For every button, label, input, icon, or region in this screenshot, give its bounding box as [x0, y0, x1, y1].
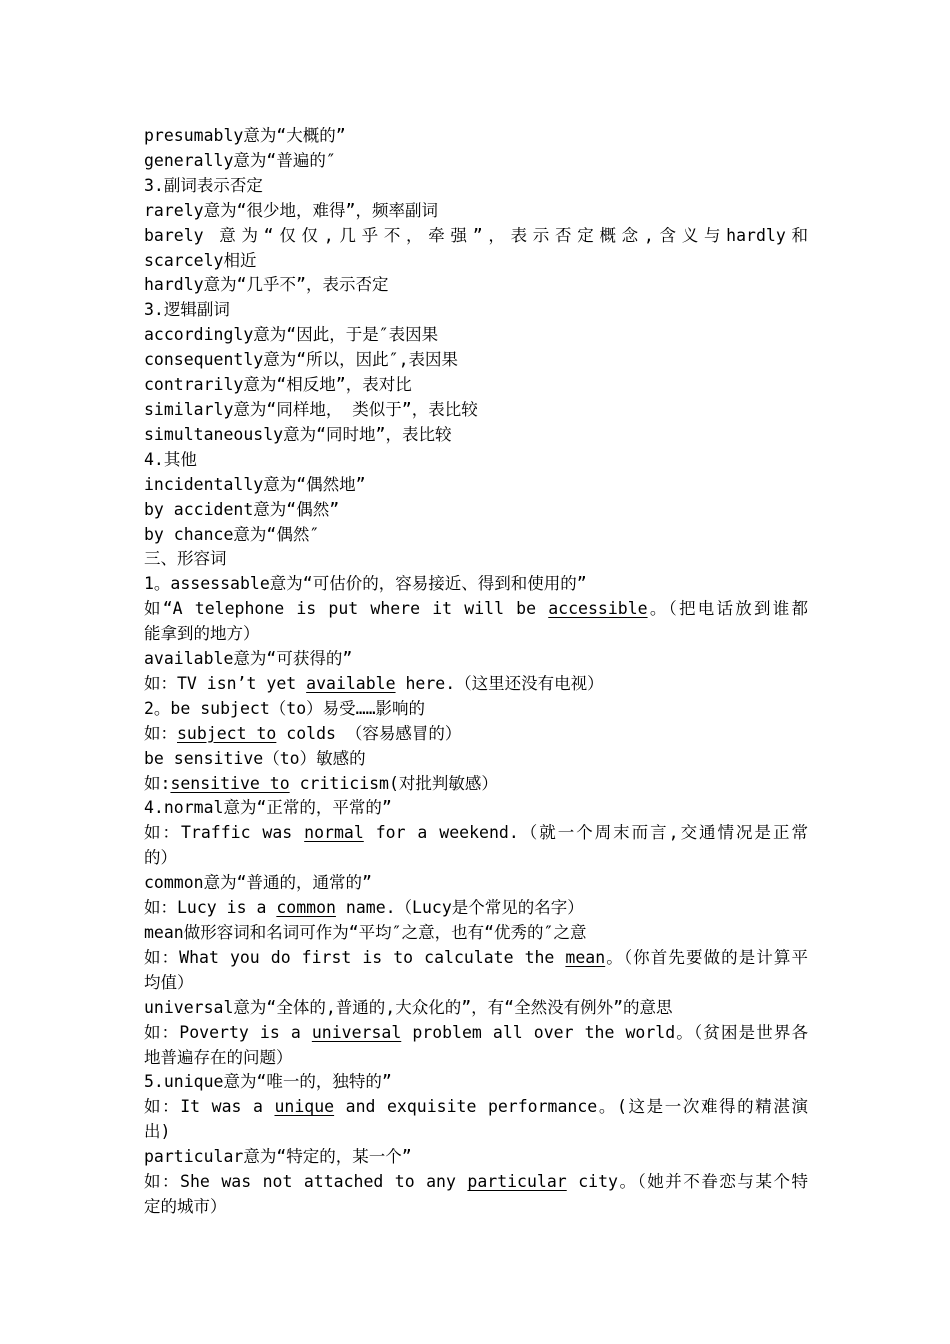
- text-line: [144, 199, 808, 224]
- text-line: [144, 821, 808, 846]
- underlined-term: accessible: [548, 599, 648, 619]
- text-segment: 能拿到的地方）: [144, 624, 260, 644]
- text-segment: 如：She was not attached to any: [144, 1172, 468, 1192]
- text-line: [144, 597, 808, 622]
- text-line: [144, 448, 808, 473]
- text-line: [144, 124, 808, 149]
- text-line: [144, 1070, 808, 1095]
- text-line: [144, 523, 808, 548]
- text-line: [144, 647, 808, 672]
- text-segment: hardly意为“几乎不”，表示否定: [144, 275, 389, 295]
- text-segment: scarcely相近: [144, 250, 257, 270]
- text-segment: simultaneously意为“同时地”，表比较: [144, 424, 452, 444]
- text-line: [144, 971, 808, 996]
- text-line: [144, 323, 808, 348]
- text-segment: similarly意为“同样地， 类似于”，表比较: [144, 399, 478, 419]
- underlined-term: subject to: [177, 723, 277, 743]
- text-segment: by chance意为“偶然″: [144, 524, 320, 544]
- text-segment: problem all over the world。（贫困是世界各: [401, 1022, 809, 1042]
- text-segment: common意为“普通的，通常的”: [144, 873, 372, 893]
- underlined-term: normal: [304, 823, 364, 843]
- text-line: [144, 896, 808, 921]
- text-segment: 地普遍存在的问题）: [144, 1047, 293, 1067]
- text-segment: 如：It was a: [144, 1097, 275, 1117]
- text-line: [144, 373, 808, 398]
- text-line: [144, 747, 808, 772]
- text-segment: consequently意为“所以，因此″,表因果: [144, 350, 459, 370]
- text-line: [144, 398, 808, 423]
- text-line: [144, 622, 808, 647]
- text-segment: 如：: [144, 723, 177, 743]
- text-segment: colds （容易感冒的）: [276, 723, 462, 743]
- underlined-term: available: [306, 673, 396, 693]
- underlined-term: particular: [467, 1172, 567, 1192]
- text-line: [144, 697, 808, 722]
- text-line: [144, 498, 808, 523]
- text-segment: 如：TV isn’t yet: [144, 673, 307, 693]
- text-segment: 3.副词表示否定: [144, 175, 263, 195]
- text-line: [144, 1170, 808, 1195]
- document-body: [144, 124, 808, 1220]
- underlined-term: mean: [565, 947, 606, 967]
- text-segment: 如：Traffic was: [144, 823, 305, 843]
- text-line: [144, 273, 808, 298]
- text-segment: generally意为“普遍的″: [144, 150, 336, 170]
- text-segment: barely 意为“仅仅,几乎不，牵强”，表示否定概念,含义与hardly和: [144, 225, 808, 245]
- text-line: [144, 672, 808, 697]
- text-line: [144, 1195, 808, 1220]
- text-segment: mean做形容词和名词可作为“平均″之意，也有“优秀的″之意: [144, 923, 587, 942]
- text-segment: 如：Lucy is a: [144, 898, 277, 918]
- text-segment: name.（Lucy是个常见的名字）: [335, 898, 584, 918]
- text-line: [144, 149, 808, 174]
- text-line: [144, 921, 808, 946]
- text-line: [144, 1046, 808, 1071]
- underlined-term: common: [276, 898, 336, 918]
- text-segment: particular意为“特定的，某一个”: [144, 1147, 412, 1167]
- text-segment: 3.逻辑副词: [144, 300, 230, 320]
- text-segment: 如：Poverty is a: [144, 1022, 312, 1042]
- underlined-term: sensitive to: [170, 773, 290, 793]
- text-line: [144, 348, 808, 373]
- text-segment: rarely意为“很少地，难得”，频率副词: [144, 200, 438, 220]
- text-line: [144, 1145, 808, 1170]
- text-line: [144, 1021, 808, 1046]
- text-segment: 1。assessable意为“可估价的，容易接近、得到和使用的”: [144, 574, 587, 594]
- text-line: [144, 1095, 808, 1120]
- text-line: [144, 722, 808, 747]
- text-segment: 定的城市）: [144, 1196, 227, 1216]
- text-segment: be sensitive（to）敏感的: [144, 748, 366, 768]
- text-segment: here.（这里还没有电视）: [395, 673, 604, 693]
- text-segment: criticism(对批判敏感）: [289, 773, 498, 793]
- text-segment: 。（把电话放到谁都: [647, 599, 809, 619]
- text-segment: 4.normal意为“正常的，平常的”: [144, 798, 392, 818]
- text-line: [144, 298, 808, 323]
- text-segment: 出): [144, 1122, 171, 1142]
- text-segment: available意为“可获得的”: [144, 649, 353, 669]
- text-segment: 三、形容词: [144, 549, 227, 569]
- text-segment: universal意为“全体的,普通的,大众化的”，有“全然没有例外”的意思: [144, 997, 673, 1017]
- text-segment: 的）: [144, 848, 177, 868]
- underlined-term: unique: [274, 1097, 335, 1117]
- text-line: [144, 423, 808, 448]
- text-segment: by accident意为“偶然”: [144, 499, 340, 519]
- text-line: [144, 547, 808, 572]
- text-segment: for a weekend.（就一个周末而言,交通情况是正常: [363, 823, 808, 843]
- text-line: [144, 174, 808, 199]
- text-segment: 均值）: [144, 972, 194, 992]
- text-segment: and exquisite performance。(这是一次难得的精湛演: [334, 1097, 809, 1117]
- text-segment: presumably意为“大概的”: [144, 126, 346, 145]
- text-segment: city。（她并不眷恋与某个特: [566, 1172, 809, 1192]
- text-line: [144, 572, 808, 597]
- text-line: [144, 249, 808, 274]
- text-segment: 。（你首先要做的是计算平: [605, 947, 808, 967]
- text-segment: 如“A telephone is put where it will be: [144, 599, 549, 619]
- text-segment: 4.其他: [144, 449, 197, 469]
- text-segment: 如：What you do first is to calculate the: [144, 947, 566, 967]
- text-segment: 5.unique意为“唯一的，独特的”: [144, 1072, 392, 1092]
- text-segment: accordingly意为“因此，于是″表因果: [144, 325, 439, 345]
- text-segment: 2。be subject（to）易受……影响的: [144, 698, 426, 718]
- text-line: [144, 871, 808, 896]
- underlined-term: universal: [311, 1022, 402, 1042]
- text-line: [144, 996, 808, 1021]
- text-segment: 如:: [144, 773, 171, 793]
- text-line: [144, 796, 808, 821]
- text-line: [144, 946, 808, 971]
- text-line: [144, 224, 808, 249]
- text-line: [144, 473, 808, 498]
- text-segment: incidentally意为“偶然地”: [144, 474, 366, 494]
- text-line: [144, 1120, 808, 1145]
- text-segment: contrarily意为“相反地”，表对比: [144, 375, 412, 395]
- text-line: [144, 846, 808, 871]
- text-line: [144, 772, 808, 797]
